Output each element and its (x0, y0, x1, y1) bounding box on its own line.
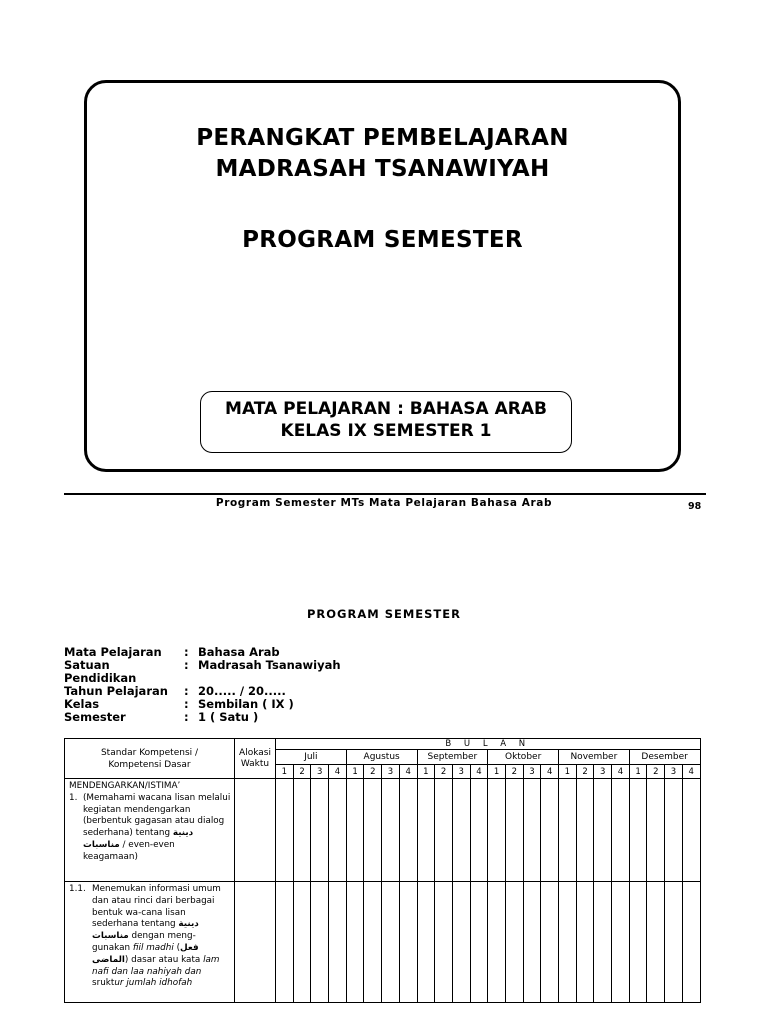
week-cell (399, 882, 417, 1003)
week-cell (417, 882, 435, 1003)
info-colon: : (184, 697, 189, 711)
cover-title-line1: PERANGKAT PEMBELAJARAN (196, 125, 569, 151)
month-header: September (417, 750, 488, 765)
week-cell (647, 882, 665, 1003)
week-header: 2 (505, 765, 523, 779)
week-cell (576, 779, 594, 882)
week-cell (488, 882, 506, 1003)
cover-title-line2: MADRASAH TSANAWIYAH (215, 156, 550, 182)
item-text-part: / even-even keagamaan) (83, 839, 175, 862)
week-cell (329, 779, 347, 882)
week-cell (559, 882, 577, 1003)
week-cell (665, 882, 683, 1003)
week-cell (594, 779, 612, 882)
week-cell (346, 779, 364, 882)
week-cell (346, 882, 364, 1003)
arabic-term: فعل الماضى (92, 942, 199, 965)
week-cell (488, 779, 506, 882)
week-header: 2 (435, 765, 453, 779)
week-header: 3 (523, 765, 541, 779)
item-number: 1. (69, 792, 78, 803)
info-block (64, 646, 341, 724)
arabic-term: دينية (178, 919, 199, 930)
week-cell (435, 882, 453, 1003)
footer-rule (64, 493, 706, 495)
info-label: Satuan Pendidikan (64, 658, 137, 685)
page-number: 98 (688, 501, 702, 512)
arabic-term: دينية (172, 828, 194, 839)
info-row-satuan-pendidikan (64, 659, 341, 685)
week-header: 3 (665, 765, 683, 779)
week-header: 1 (629, 765, 647, 779)
week-header: 4 (541, 765, 559, 779)
item-text-italic: fiil madhi (132, 942, 174, 953)
info-label: Mata Pelajaran (64, 645, 162, 659)
competency-item (69, 793, 231, 864)
week-header: 3 (311, 765, 329, 779)
week-cell (559, 779, 577, 882)
week-cell (541, 779, 559, 882)
week-header: 1 (488, 765, 506, 779)
subject-box (200, 391, 572, 453)
week-cell (452, 779, 470, 882)
header-standar-kompetensi (65, 739, 235, 779)
basic-competency-cell (65, 882, 235, 1003)
week-header: 1 (559, 765, 577, 779)
week-header: 2 (364, 765, 382, 779)
header-bulan: B U L A N (276, 739, 701, 750)
item-text-part: Menemukan informasi umum dan atau rinci dari berbagai bentuk wa-cana lisan sederhana tentang (92, 884, 221, 930)
week-header: 1 (346, 765, 364, 779)
week-cell (276, 882, 294, 1003)
table-row (65, 882, 701, 1003)
week-cell (399, 779, 417, 882)
week-cell (382, 882, 400, 1003)
week-header: 4 (399, 765, 417, 779)
week-cell (276, 779, 294, 882)
week-cell (470, 779, 488, 882)
month-header: Juli (276, 750, 347, 765)
item-text-part: ) dasar atau kata (124, 954, 201, 965)
section-heading: MENDENGARKAN/ISTIMA’ (69, 781, 181, 791)
month-header: Oktober (488, 750, 559, 765)
week-cell (311, 779, 329, 882)
alokasi-cell (235, 882, 276, 1003)
week-header: 4 (682, 765, 700, 779)
week-cell (523, 882, 541, 1003)
week-cell (505, 779, 523, 882)
subject-line2: KELAS IX SEMESTER 1 (280, 421, 492, 441)
item-text-part: ( (176, 942, 180, 953)
week-cell (665, 779, 683, 882)
header-aw-line2: Waktu (240, 758, 270, 769)
arabic-term: مناسبات (83, 839, 120, 850)
subject-line1: MATA PELAJARAN : BAHASA ARAB (225, 399, 547, 419)
info-label: Semester (64, 710, 126, 724)
week-cell (329, 882, 347, 1003)
week-header: 4 (470, 765, 488, 779)
week-cell (541, 882, 559, 1003)
info-colon: : (184, 645, 189, 659)
item-text-part: (Memahami wacana lisan melalui kegiatan mendengarkan (berbentuk gagasan atau dialog sederhana) tentang (83, 792, 231, 839)
month-header: Agustus (346, 750, 417, 765)
info-row-semester (64, 711, 341, 724)
alokasi-cell (235, 779, 276, 882)
header-sk-line2: Kompetensi Dasar (108, 759, 191, 770)
week-cell (576, 882, 594, 1003)
week-cell (629, 779, 647, 882)
week-header: 2 (576, 765, 594, 779)
week-cell (364, 779, 382, 882)
week-cell (682, 882, 700, 1003)
week-cell (364, 882, 382, 1003)
info-label: Tahun Pelajaran (64, 684, 168, 698)
month-header: Desember (629, 750, 700, 765)
competency-standard-cell (65, 779, 235, 882)
info-value: Madrasah Tsanawiyah (198, 658, 341, 672)
semester-program-table (64, 738, 701, 1003)
week-cell (470, 882, 488, 1003)
week-cell (417, 779, 435, 882)
item-text-part: dengan meng-gunakan (92, 931, 196, 953)
competency-item (69, 884, 231, 990)
week-cell (452, 882, 470, 1003)
item-number: 1.1. (69, 884, 86, 894)
week-cell (311, 882, 329, 1003)
week-header: 4 (329, 765, 347, 779)
header-aw-line1: Alokasi (239, 747, 271, 758)
arabic-term: مناسبات (92, 931, 129, 942)
week-cell (505, 882, 523, 1003)
item-text (86, 884, 231, 990)
header-sk-line1: Standar Kompetensi / (100, 747, 199, 758)
table-row (65, 779, 701, 882)
item-text-italic: ur jumlah idhofah (114, 978, 193, 989)
item-text (83, 793, 231, 864)
info-value: 1 ( Satu ) (198, 710, 259, 724)
month-header: November (559, 750, 630, 765)
item-text-part: srukt (92, 978, 115, 989)
cover-title-line3: PROGRAM SEMESTER (242, 227, 523, 253)
table-header-row-bulan (65, 739, 701, 750)
week-cell (612, 779, 630, 882)
week-cell (435, 779, 453, 882)
item-text-italic: lam nafi dan laa nahiyah dan (92, 954, 220, 977)
info-label: Kelas (64, 697, 100, 711)
program-semester-heading: PROGRAM SEMESTER (307, 607, 461, 621)
week-cell (612, 882, 630, 1003)
week-header: 1 (417, 765, 435, 779)
week-cell (523, 779, 541, 882)
week-header: 1 (276, 765, 294, 779)
week-header: 4 (612, 765, 630, 779)
week-cell (293, 882, 311, 1003)
info-value: Bahasa Arab (198, 645, 280, 659)
week-header: 2 (293, 765, 311, 779)
week-cell (293, 779, 311, 882)
week-cell (594, 882, 612, 1003)
info-value: Sembilan ( IX ) (198, 697, 294, 711)
info-colon: : (184, 710, 189, 724)
week-cell (647, 779, 665, 882)
info-value: 20..... / 20..... (198, 684, 286, 698)
week-header: 3 (452, 765, 470, 779)
week-header: 2 (647, 765, 665, 779)
week-header: 3 (382, 765, 400, 779)
week-cell (382, 779, 400, 882)
info-colon: : (184, 684, 189, 698)
footer-text: Program Semester MTs Mata Pelajaran Bahasa Arab (215, 497, 553, 509)
week-cell (682, 779, 700, 882)
info-colon: : (184, 658, 189, 672)
week-header: 3 (594, 765, 612, 779)
week-cell (629, 882, 647, 1003)
header-alokasi-waktu (235, 739, 276, 779)
cover-box (84, 80, 681, 472)
